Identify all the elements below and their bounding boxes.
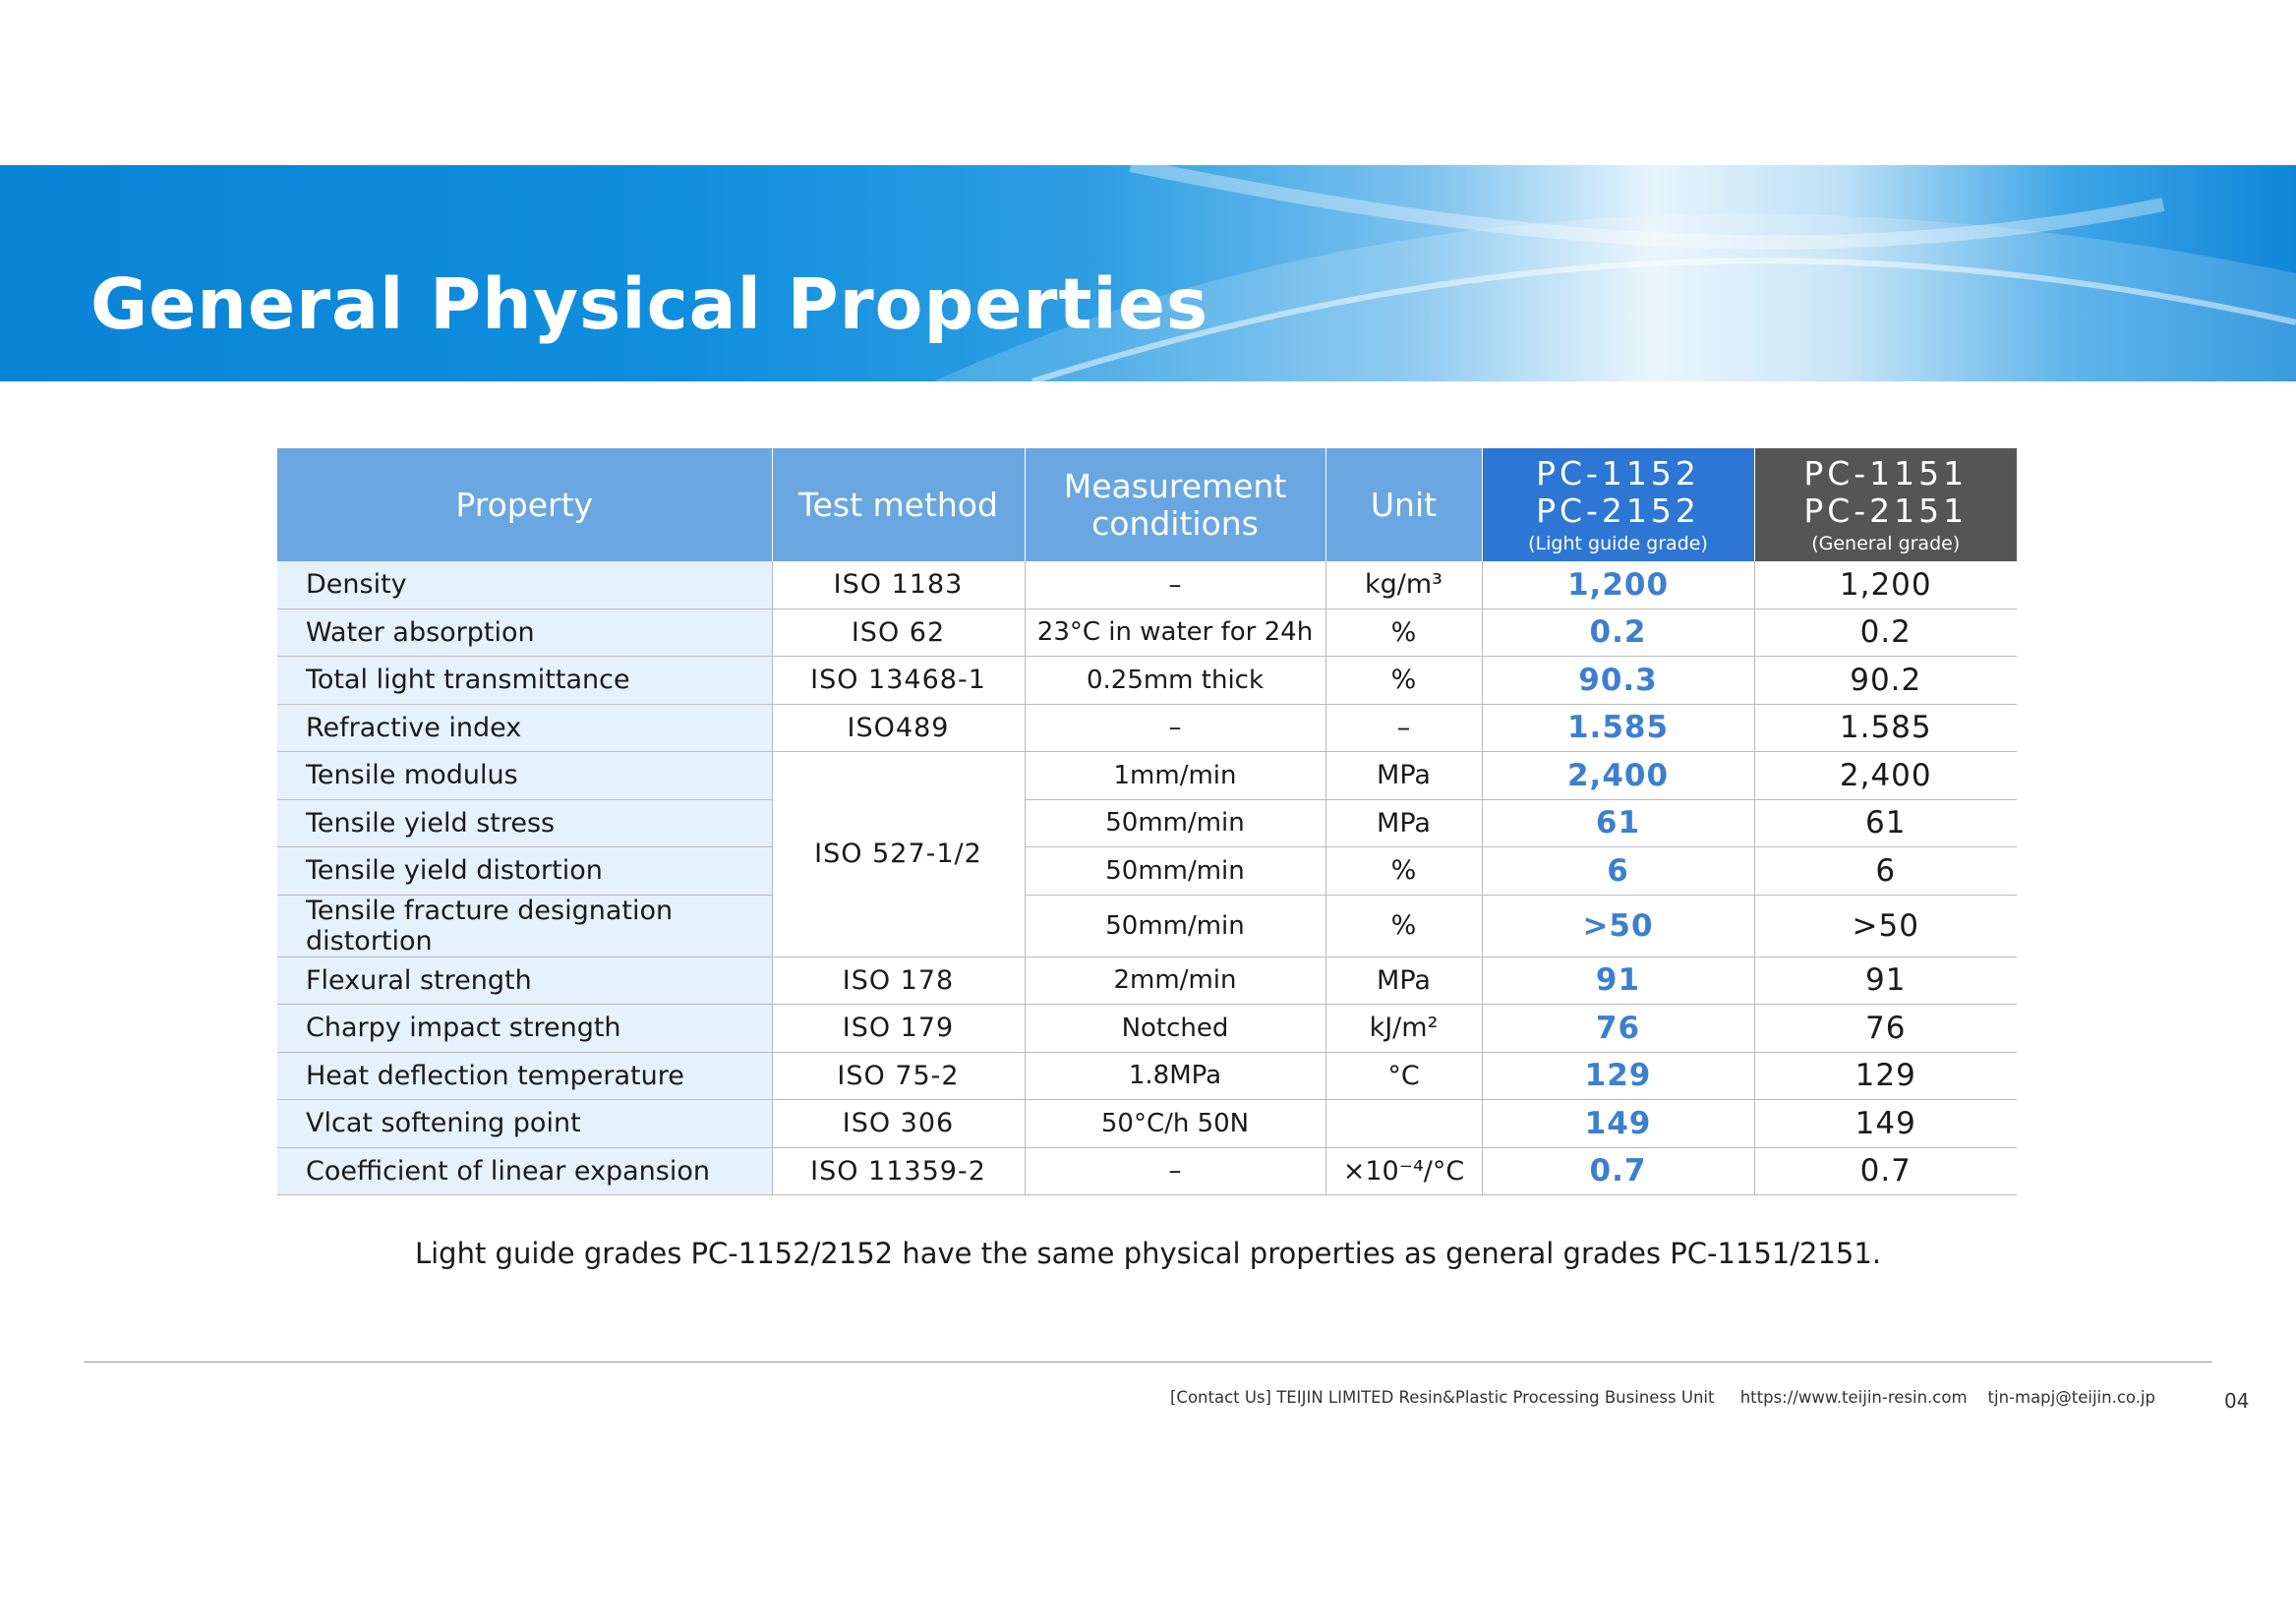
footer-contact bbox=[1170, 1388, 2155, 1407]
cell-conditions: 0.25mm thick bbox=[1025, 657, 1325, 705]
cell-test-method: ISO 527-1/2 bbox=[772, 752, 1025, 957]
cell-unit: MPa bbox=[1325, 799, 1482, 847]
cell-conditions: – bbox=[1025, 1147, 1325, 1195]
table-row bbox=[277, 1052, 2017, 1100]
cell-test-method: ISO 75-2 bbox=[772, 1052, 1025, 1100]
cell-conditions: – bbox=[1025, 704, 1325, 752]
table-row bbox=[277, 1100, 2017, 1148]
table-row bbox=[277, 799, 2017, 847]
table-row bbox=[277, 956, 2017, 1005]
cell-property: Heat deflection temperature bbox=[277, 1052, 772, 1100]
cell-property: Refractive index bbox=[277, 704, 772, 752]
cell-general-grade-value: 0.2 bbox=[1754, 609, 2017, 657]
cell-property: Coefficient of linear expansion bbox=[277, 1147, 772, 1195]
table-row bbox=[277, 704, 2017, 752]
cell-general-grade-value: 129 bbox=[1754, 1052, 2017, 1100]
header-conditions-line1: Measurement bbox=[1063, 466, 1287, 505]
cell-unit: ×10⁻⁴/°C bbox=[1325, 1147, 1482, 1195]
cell-property: Total light transmittance bbox=[277, 657, 772, 705]
cell-light-grade-value: 6 bbox=[1482, 847, 1754, 896]
table-row bbox=[277, 847, 2017, 896]
cell-test-method: ISO 306 bbox=[772, 1100, 1025, 1148]
general-grade-line1: PC-1151 bbox=[1803, 453, 1969, 493]
cell-light-grade-value: 0.7 bbox=[1482, 1147, 1754, 1195]
general-grade-sub: (General grade) bbox=[1811, 532, 1961, 554]
cell-conditions: 2mm/min bbox=[1025, 956, 1325, 1005]
cell-conditions: 50mm/min bbox=[1025, 799, 1325, 847]
cell-test-method: ISO 11359-2 bbox=[772, 1147, 1025, 1195]
cell-light-grade-value: 90.3 bbox=[1482, 657, 1754, 705]
header-unit: Unit bbox=[1325, 448, 1482, 561]
cell-general-grade-value: >50 bbox=[1754, 895, 2017, 956]
cell-property: Vlcat softening point bbox=[277, 1100, 772, 1148]
cell-property: Tensile yield stress bbox=[277, 799, 772, 847]
cell-unit: % bbox=[1325, 895, 1482, 956]
cell-light-grade-value: 2,400 bbox=[1482, 752, 1754, 800]
cell-light-grade-value: 61 bbox=[1482, 799, 1754, 847]
cell-test-method: ISO 13468-1 bbox=[772, 657, 1025, 705]
cell-light-grade-value: 0.2 bbox=[1482, 609, 1754, 657]
cell-conditions: 50mm/min bbox=[1025, 847, 1325, 896]
cell-general-grade-value: 1,200 bbox=[1754, 561, 2017, 609]
cell-conditions: Notched bbox=[1025, 1005, 1325, 1053]
cell-general-grade-value: 149 bbox=[1754, 1100, 2017, 1148]
cell-unit: – bbox=[1325, 704, 1482, 752]
cell-unit: kg/m³ bbox=[1325, 561, 1482, 609]
footnote: Light guide grades PC-1152/2152 have the same physical properties as general grades PC-1151/2151. bbox=[414, 1237, 1882, 1270]
light-grade-sub: (Light guide grade) bbox=[1528, 532, 1708, 554]
properties-table bbox=[277, 448, 2017, 1195]
cell-property: Water absorption bbox=[277, 609, 772, 657]
table-row bbox=[277, 609, 2017, 657]
cell-light-grade-value: 91 bbox=[1482, 956, 1754, 1005]
cell-light-grade-value: 149 bbox=[1482, 1100, 1754, 1148]
header-test-method: Test method bbox=[772, 448, 1025, 561]
cell-general-grade-value: 61 bbox=[1754, 799, 2017, 847]
light-grade-line1: PC-1152 bbox=[1536, 453, 1700, 493]
page-title: General Physical Properties bbox=[90, 263, 1209, 345]
light-grade-line2: PC-2152 bbox=[1536, 491, 1700, 530]
cell-light-grade-value: 1,200 bbox=[1482, 561, 1754, 609]
cell-conditions: 1.8MPa bbox=[1025, 1052, 1325, 1100]
cell-general-grade-value: 91 bbox=[1754, 956, 2017, 1005]
cell-test-method: ISO489 bbox=[772, 704, 1025, 752]
header-property: Property bbox=[277, 448, 772, 561]
cell-light-grade-value: 1.585 bbox=[1482, 704, 1754, 752]
header-measurement-conditions bbox=[1025, 448, 1325, 561]
cell-general-grade-value: 2,400 bbox=[1754, 752, 2017, 800]
cell-property: Density bbox=[277, 561, 772, 609]
cell-unit: % bbox=[1325, 609, 1482, 657]
cell-property: Tensile yield distortion bbox=[277, 847, 772, 896]
cell-property: Flexural strength bbox=[277, 956, 772, 1005]
cell-test-method: ISO 62 bbox=[772, 609, 1025, 657]
page-number: 04 bbox=[2224, 1389, 2250, 1413]
cell-light-grade-value: 129 bbox=[1482, 1052, 1754, 1100]
cell-light-grade-value: 76 bbox=[1482, 1005, 1754, 1053]
cell-general-grade-value: 6 bbox=[1754, 847, 2017, 896]
cell-conditions: 50mm/min bbox=[1025, 895, 1325, 956]
general-grade-line2: PC-2151 bbox=[1803, 491, 1969, 530]
cell-test-method: ISO 179 bbox=[772, 1005, 1025, 1053]
table-row bbox=[277, 1147, 2017, 1195]
table-row bbox=[277, 1005, 2017, 1053]
cell-conditions: – bbox=[1025, 561, 1325, 609]
cell-property: Charpy impact strength bbox=[277, 1005, 772, 1053]
cell-unit: °C bbox=[1325, 1052, 1482, 1100]
cell-general-grade-value: 1.585 bbox=[1754, 704, 2017, 752]
cell-general-grade-value: 90.2 bbox=[1754, 657, 2017, 705]
website-link[interactable]: https://www.teijin-resin.com bbox=[1739, 1388, 1968, 1407]
table-row bbox=[277, 561, 2017, 609]
cell-conditions: 23°C in water for 24h bbox=[1025, 609, 1325, 657]
table-header-row bbox=[277, 448, 2017, 561]
cell-unit bbox=[1325, 1100, 1482, 1148]
cell-general-grade-value: 76 bbox=[1754, 1005, 2017, 1053]
cell-test-method: ISO 178 bbox=[772, 956, 1025, 1005]
header-general-grade bbox=[1754, 448, 2017, 561]
cell-property: Tensile modulus bbox=[277, 752, 772, 800]
cell-conditions: 50°C/h 50N bbox=[1025, 1100, 1325, 1148]
cell-general-grade-value: 0.7 bbox=[1754, 1147, 2017, 1195]
header-conditions-line2: conditions bbox=[1091, 503, 1259, 543]
cell-unit: MPa bbox=[1325, 752, 1482, 800]
cell-unit: % bbox=[1325, 847, 1482, 896]
table-row bbox=[277, 657, 2017, 705]
cell-light-grade-value: >50 bbox=[1482, 895, 1754, 956]
email-link[interactable]: tjn-mapj@teijin.co.jp bbox=[1987, 1388, 2155, 1407]
table-row bbox=[277, 895, 2017, 956]
cell-unit: MPa bbox=[1325, 956, 1482, 1005]
cell-test-method: ISO 1183 bbox=[772, 561, 1025, 609]
cell-conditions: 1mm/min bbox=[1025, 752, 1325, 800]
table-row bbox=[277, 752, 2017, 800]
title-banner bbox=[0, 165, 2296, 381]
cell-unit: % bbox=[1325, 657, 1482, 705]
header-light-guide-grade bbox=[1482, 448, 1754, 561]
cell-property: Tensile fracture designation distortion bbox=[277, 895, 772, 956]
cell-unit: kJ/m² bbox=[1325, 1005, 1482, 1053]
contact-text: [Contact Us] TEIJIN LIMITED Resin&Plastic Processing Business Unit bbox=[1169, 1388, 1715, 1407]
